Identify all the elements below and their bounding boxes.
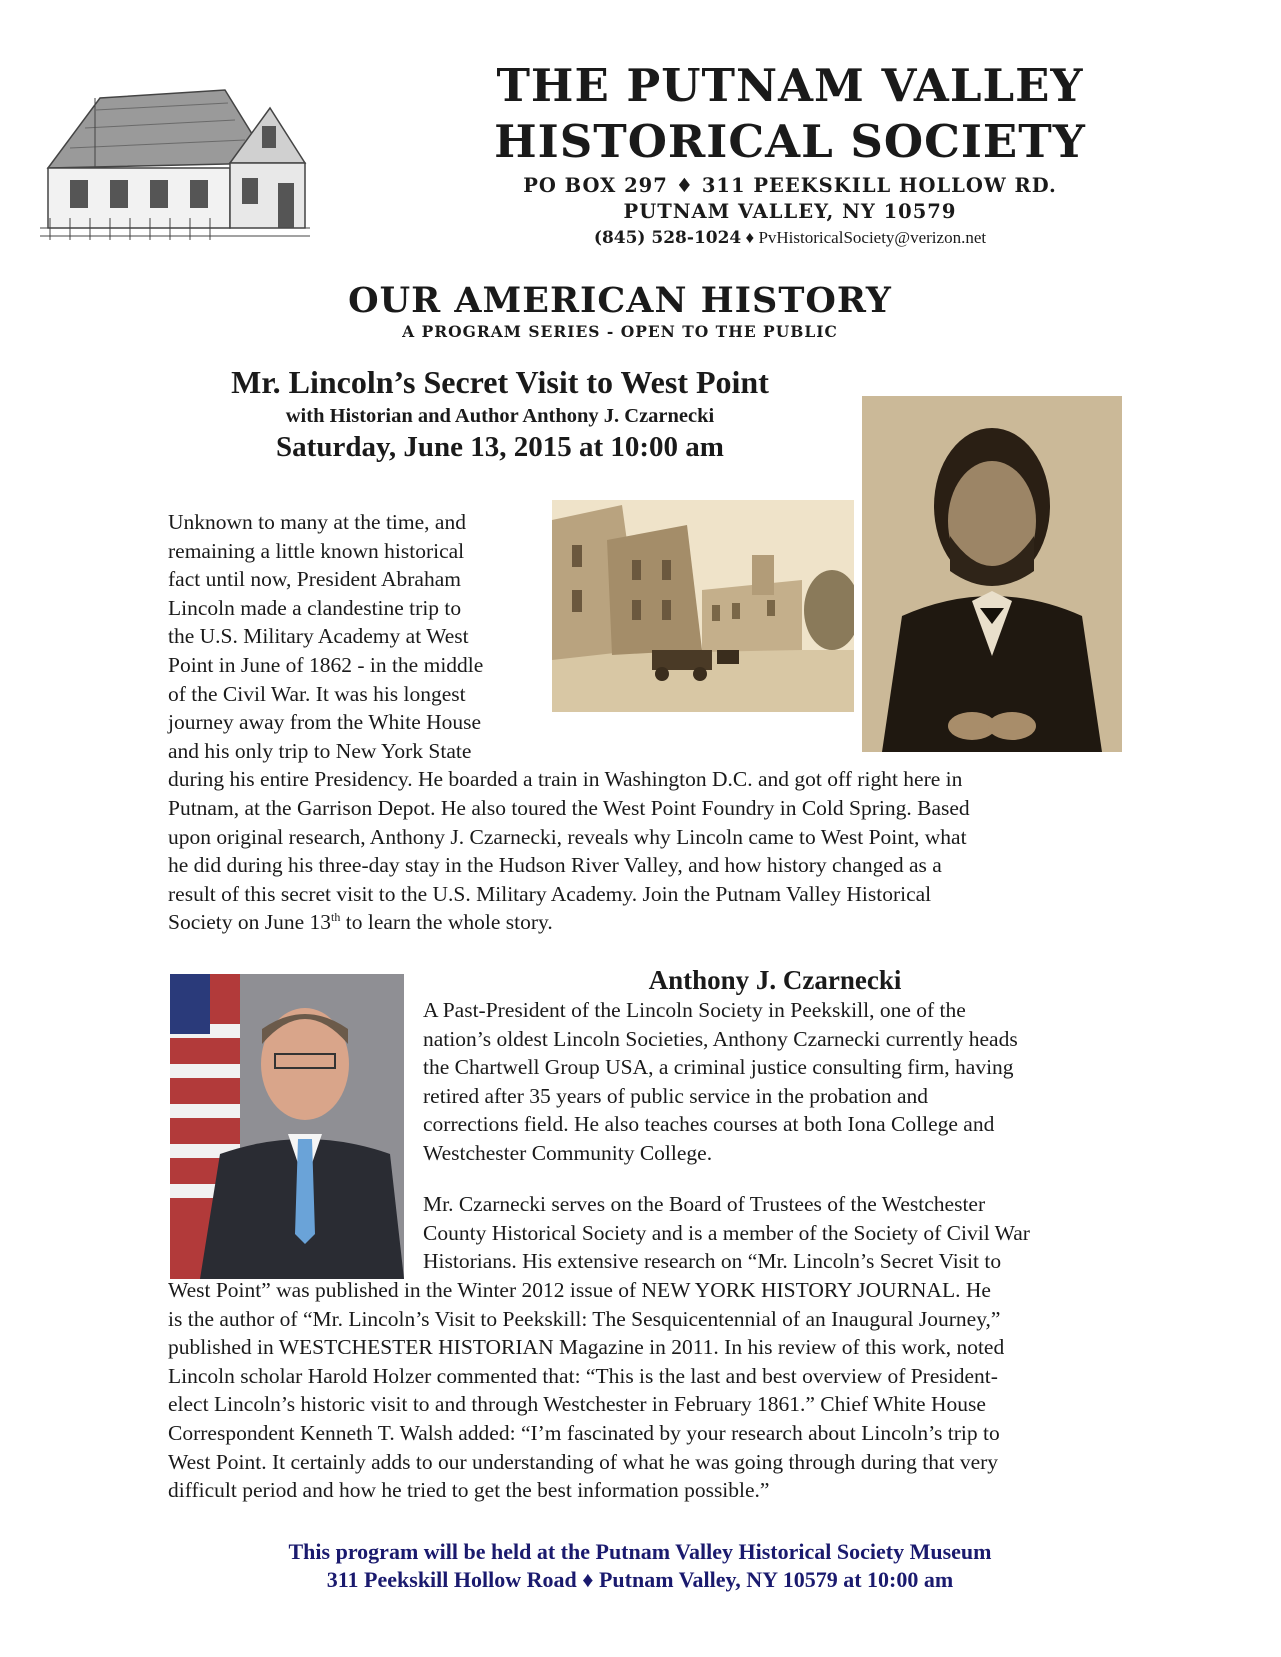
event-line: fact until now, President Abraham bbox=[168, 567, 461, 592]
event-line: result of this secret visit to the U.S. Military Academy. Join the Putnam Valley Historical bbox=[168, 881, 932, 906]
event-description bbox=[168, 508, 1108, 937]
event-line: Unknown to many at the time, and bbox=[168, 510, 466, 534]
event-line: he did during his three-day stay in the Hudson River Valley, and how history changed as a bbox=[168, 853, 942, 878]
org-name-line2: HISTORICAL SOCIETY bbox=[494, 115, 1086, 168]
event-byline: with Historian and Author Anthony J. Czarnecki bbox=[285, 405, 715, 427]
series-title: OUR AMERICAN HISTORY bbox=[348, 280, 892, 321]
event-last-post: to learn the whole story. bbox=[340, 910, 553, 935]
event-line: the U.S. Military Academy at West bbox=[168, 624, 469, 649]
bio-line: retired after 35 years of public service in the probation and bbox=[423, 1083, 929, 1108]
bio-line: Correspondent Kenneth T. Walsh added: “I’m fascinated by your research about Lincoln’s trip to bbox=[168, 1420, 1000, 1445]
contact-line bbox=[410, 227, 1170, 249]
series-subtitle: A PROGRAM SERIES - OPEN TO THE PUBLIC bbox=[402, 322, 838, 341]
venue-line1: This program will be held at the Putnam Valley Historical Society Museum bbox=[288, 1539, 992, 1564]
bio-line: West Point” was published in the Winter 2012 issue of NEW YORK HISTORY JOURNAL. He bbox=[168, 1278, 991, 1302]
event-line: Point in June of 1862 - in the middle bbox=[168, 652, 484, 677]
bio-line: Mr. Czarnecki serves on the Board of Trustees of the Westchester bbox=[423, 1192, 986, 1216]
address-line1: PO BOX 297 ♦ 311 PEEKSKILL HOLLOW RD. bbox=[523, 174, 1057, 197]
event-line: Lincoln made a clandestine trip to bbox=[168, 595, 462, 620]
bio-line: difficult period and how he tried to get the best information possible.” bbox=[168, 1478, 770, 1503]
bio-line: corrections field. He also teaches courses at both Iona College and bbox=[423, 1112, 995, 1137]
bio-line: nation’s oldest Lincoln Societies, Anthony Czarnecki currently heads bbox=[423, 1026, 1018, 1051]
event-line: of the Civil War. It was his longest bbox=[168, 681, 466, 706]
event-line: journey away from the White House bbox=[168, 710, 482, 735]
bio-line: County Historical Society and is a member of the Society of Civil War bbox=[423, 1220, 1030, 1245]
bio-line: Lincoln scholar Harold Holzer commented that: “This is the last and best overview of President- bbox=[168, 1363, 998, 1388]
event-line: during his entire Presidency. He boarded a train in Washington D.C. and got off right here in bbox=[168, 767, 963, 792]
event-date: Saturday, June 13, 2015 at 10:00 am bbox=[276, 431, 724, 463]
bio-line: is the author of “Mr. Lincoln’s Visit to Peekskill: The Sesquicentennial of an Inaugural Journey,” bbox=[168, 1306, 1001, 1331]
email-address[interactable]: PvHistoricalSociety@verizon.net bbox=[758, 228, 987, 247]
bio-line: published in WESTCHESTER HISTORIAN Magazine in 2011. In his review of this work, noted bbox=[168, 1335, 1005, 1360]
speaker-bio-research bbox=[168, 1276, 1128, 1505]
org-name-line1: THE PUTNAM VALLEY bbox=[496, 59, 1084, 112]
bio-line: West Point. It certainly adds to our understanding of what he was going through during that very bbox=[168, 1449, 999, 1474]
speaker-portrait-photo bbox=[170, 974, 404, 1279]
event-line: Putnam, at the Garrison Depot. He also toured the West Point Foundry in Cold Spring. Based bbox=[168, 795, 970, 820]
bio-line: Historians. His extensive research on “Mr. Lincoln’s Secret Visit to bbox=[423, 1249, 1002, 1274]
event-line: and his only trip to New York State bbox=[168, 738, 472, 763]
venue-line2: 311 Peekskill Hollow Road ♦ Putnam Valley, NY 10579 at 10:00 am bbox=[326, 1567, 954, 1592]
bio-line: the Chartwell Group USA, a criminal justice consulting firm, having bbox=[423, 1055, 1014, 1080]
speaker-bio-research-indented bbox=[423, 1190, 1123, 1276]
bio-line: elect Lincoln’s historic visit to and through Westchester in February 1861.” Chief White House bbox=[168, 1392, 986, 1417]
speaker-bio-intro bbox=[423, 996, 1123, 1168]
phone-number: (845) 528-1024 bbox=[593, 228, 742, 248]
ordinal-suffix: th bbox=[331, 910, 341, 925]
bio-line: A Past-President of the Lincoln Society in Peekskill, one of the bbox=[423, 998, 966, 1022]
bio-line: Westchester Community College. bbox=[423, 1140, 713, 1165]
speaker-name: Anthony J. Czarnecki bbox=[648, 965, 902, 995]
event-title: Mr. Lincoln’s Secret Visit to West Point bbox=[231, 364, 769, 400]
event-line: remaining a little known historical bbox=[168, 538, 465, 563]
address-line2: PUTNAM VALLEY, NY 10579 bbox=[623, 200, 957, 223]
event-last-pre: Society on June 13 bbox=[168, 910, 332, 935]
event-line-last bbox=[168, 908, 1108, 937]
contact-separator: ♦ bbox=[741, 228, 759, 247]
event-line: upon original research, Anthony J. Czarnecki, reveals why Lincoln came to West Point, what bbox=[168, 824, 967, 849]
museum-building-sketch bbox=[30, 68, 320, 248]
